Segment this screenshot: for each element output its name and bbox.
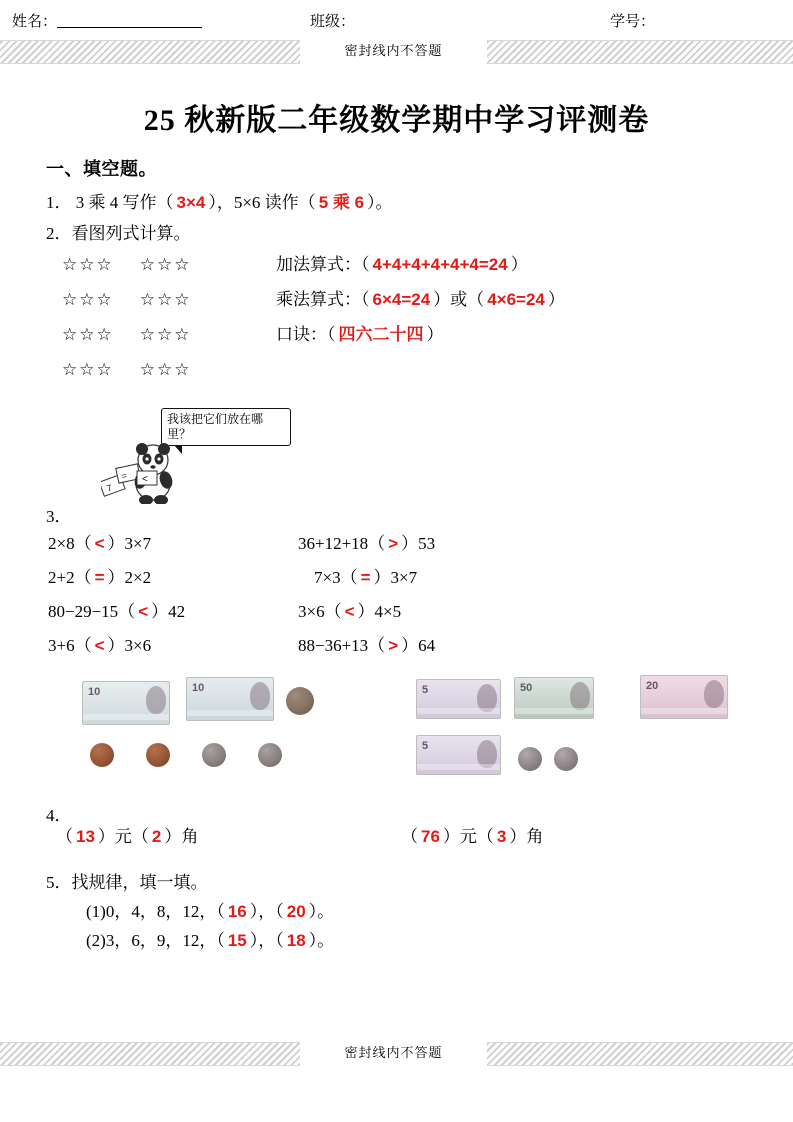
speech-bubble: 我该把它们放在哪里？ [161, 408, 291, 446]
banknote-band [187, 710, 273, 716]
right-tail: ）4×5 [357, 602, 402, 621]
banknote [514, 677, 594, 719]
left-answer[interactable]: < [94, 534, 105, 553]
seal-hatch-left [0, 1042, 300, 1066]
mnemonic-line [276, 326, 444, 343]
compare-left [48, 603, 185, 620]
svg-text:<: < [142, 474, 148, 485]
q1-answer-1[interactable]: 3×4 [176, 193, 206, 212]
right-answer[interactable]: > [388, 534, 399, 553]
question-2-label: 2．看图列式计算。 [46, 224, 191, 243]
multiplication-label: 乘法算式：（ [276, 290, 370, 309]
line2-suffix: ）。 [308, 931, 335, 950]
banknote-band [641, 708, 727, 714]
compare-right [298, 603, 401, 620]
coin [202, 743, 226, 767]
left-expr: 3+6（ [48, 636, 92, 655]
left-tail: ）2×2 [107, 568, 152, 587]
name-blank-line[interactable] [57, 12, 202, 28]
seal-hatch-right [487, 40, 793, 64]
banknote-band [417, 764, 500, 770]
banknote [416, 679, 501, 719]
yuan-answer[interactable]: 76 [421, 827, 440, 846]
seal-line-bottom [0, 1042, 793, 1064]
left-tail: ）3×6 [107, 636, 152, 655]
banknote [416, 735, 501, 775]
question-5 [46, 874, 746, 949]
question-4-label: 4． [46, 806, 72, 825]
q1-prefix: 1． 3 乘 4 写作（ [46, 193, 174, 212]
coin [90, 743, 114, 767]
mnemonic-label: 口诀：（ [276, 325, 336, 344]
student-info-bar [0, 10, 793, 36]
left-expr: 80−29−15（ [48, 602, 136, 621]
question-5-line-1 [86, 903, 746, 920]
banknote-band [417, 708, 500, 714]
exam-body [46, 160, 746, 949]
banknote-band [83, 714, 169, 720]
question-5-line-2 [86, 932, 746, 949]
right-answer[interactable]: = [360, 568, 371, 587]
question-4-answers [46, 828, 746, 858]
compare-right [298, 637, 435, 654]
svg-text:=: = [120, 470, 128, 482]
question-1 [46, 194, 746, 211]
q1-mid: ），5×6 读作（ [208, 193, 316, 212]
star-group-2: ☆☆☆ [139, 290, 192, 309]
line2-prefix: (2)3，6，9，12，（ [86, 931, 225, 950]
banknote [186, 677, 274, 721]
star-row-2 [62, 291, 191, 308]
compare-row [46, 535, 746, 569]
left-answer[interactable]: < [94, 636, 105, 655]
right-expr: 3×6（ [298, 602, 342, 621]
banknote-band [515, 708, 593, 714]
banknote-denomination: 5 [422, 740, 429, 752]
line1-answer-2[interactable]: 20 [286, 902, 306, 921]
open-paren: （ [401, 827, 418, 846]
line2-answer-2[interactable]: 18 [286, 931, 306, 950]
addition-close: ） [510, 255, 528, 274]
money-answer-right [401, 828, 543, 845]
seal-line-top-text: 密封线内不答题 [300, 40, 487, 62]
multiplication-mid: ）或（ [433, 290, 485, 309]
star-group-2: ☆☆☆ [139, 255, 192, 274]
left-expr: 2×8（ [48, 534, 92, 553]
addition-formula-line [276, 256, 528, 273]
question-2-figure [46, 256, 746, 406]
jiao-answer[interactable]: 2 [151, 827, 162, 846]
star-row-3 [62, 326, 191, 343]
star-row-1 [62, 256, 191, 273]
star-group-1: ☆☆☆ [62, 360, 114, 379]
addition-answer[interactable]: 4+4+4+4+4+4=24 [372, 255, 508, 274]
seal-line-top [0, 40, 793, 62]
svg-text:7: 7 [105, 482, 114, 494]
money-figure [46, 675, 746, 805]
money-answer-left [56, 828, 198, 845]
mnemonic-close: ） [426, 325, 444, 344]
q1-answer-2[interactable]: 5 乘 6 [318, 193, 365, 212]
star-group-1: ☆☆☆ [62, 255, 114, 274]
multiplication-answer-1[interactable]: 6×4=24 [372, 290, 431, 309]
panda-illustration-wrap [46, 408, 746, 508]
star-group-2: ☆☆☆ [139, 360, 192, 379]
banknote-portrait [146, 686, 166, 714]
right-expr: 36+12+18（ [298, 534, 386, 553]
student-number-field: 学号： [610, 13, 656, 30]
right-tail: ）53 [401, 534, 436, 553]
compare-row [46, 637, 746, 671]
multiplication-answer-2[interactable]: 4×6=24 [487, 290, 545, 309]
banknote-portrait [570, 682, 590, 710]
multiplication-formula-line [276, 291, 565, 308]
jiao-answer[interactable]: 3 [496, 827, 507, 846]
coin [554, 747, 578, 771]
banknote [82, 681, 170, 725]
panda-icon [101, 438, 191, 504]
class-field: 班级： [310, 13, 356, 30]
left-answer[interactable]: = [94, 568, 105, 587]
line1-answer-1[interactable]: 16 [227, 902, 247, 921]
coin [146, 743, 170, 767]
compare-right [314, 569, 417, 586]
multiplication-close: ） [547, 290, 565, 309]
star-row-4 [62, 361, 191, 378]
open-paren: （ [56, 827, 73, 846]
close-text: ）角 [164, 827, 199, 846]
banknote-portrait [250, 682, 270, 710]
name-field [12, 10, 202, 31]
seal-hatch-left [0, 40, 300, 64]
coin [518, 747, 542, 771]
question-3-label: 3． [46, 507, 72, 526]
mid-text: ）元（ [97, 827, 149, 846]
right-tail: ）64 [401, 636, 436, 655]
coin [258, 743, 282, 767]
left-expr: 2+2（ [48, 568, 92, 587]
star-group-1: ☆☆☆ [62, 290, 114, 309]
left-answer[interactable]: < [138, 602, 149, 621]
compare-left [48, 637, 151, 654]
addition-label: 加法算式：（ [276, 255, 370, 274]
banknote-denomination: 10 [88, 686, 101, 698]
right-answer[interactable]: > [388, 636, 399, 655]
right-expr: 7×3（ [314, 568, 358, 587]
question-5-label: 5．找规律，填一填。 [46, 873, 208, 892]
banknote-denomination: 10 [192, 682, 205, 694]
compare-left [48, 535, 151, 552]
line2-answer-1[interactable]: 15 [227, 931, 247, 950]
line1-prefix: (1)0，4，8，12，（ [86, 902, 225, 921]
star-group-1: ☆☆☆ [62, 325, 114, 344]
mid-text: ）元（ [442, 827, 494, 846]
right-expr: 88−36+13（ [298, 636, 386, 655]
left-tail: ）42 [151, 602, 186, 621]
seal-hatch-right [487, 1042, 793, 1066]
page-title: 25 秋新版二年级数学期中学习评测卷 [143, 104, 650, 137]
line2-mid: ），（ [249, 931, 284, 950]
close-text: ）角 [509, 827, 544, 846]
compare-left [48, 569, 151, 586]
compare-row [46, 603, 746, 637]
left-tail: ）3×7 [107, 534, 152, 553]
q1-suffix: ）。 [367, 193, 393, 212]
banknote-denomination: 5 [422, 684, 429, 696]
line1-suffix: ）。 [308, 902, 335, 921]
compare-right [298, 535, 435, 552]
right-tail: ）3×7 [373, 568, 418, 587]
section-1-heading: 一、填空题。 [46, 159, 157, 179]
yuan-answer[interactable]: 13 [76, 827, 95, 846]
compare-row [46, 569, 746, 603]
mnemonic-answer[interactable]: 四六二十四 [338, 325, 424, 344]
seal-line-bottom-text: 密封线内不答题 [300, 1042, 487, 1064]
name-label: 姓名： [12, 13, 58, 30]
banknote-denomination: 50 [520, 682, 533, 694]
line1-mid: ），（ [249, 902, 284, 921]
banknote-portrait [704, 680, 724, 708]
coin [286, 687, 314, 715]
right-answer[interactable]: < [344, 602, 355, 621]
banknote-denomination: 20 [646, 680, 659, 692]
banknote [640, 675, 728, 719]
star-group-2: ☆☆☆ [139, 325, 192, 344]
